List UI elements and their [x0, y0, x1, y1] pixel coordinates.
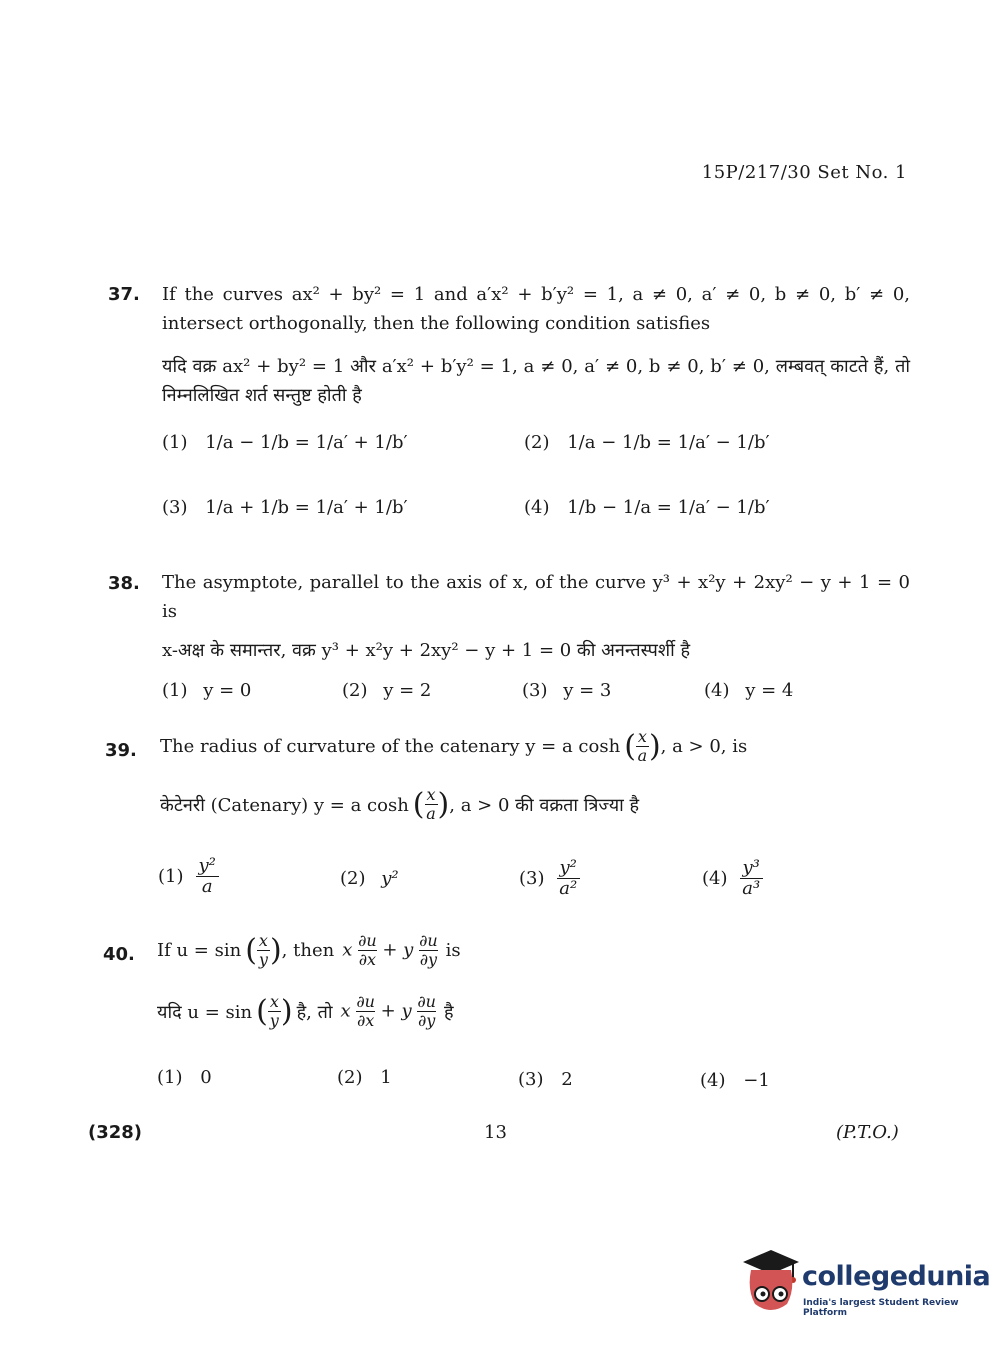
- option-2: [342, 680, 431, 701]
- option-3: [162, 497, 408, 518]
- option-label: (1): [157, 1067, 183, 1088]
- option-1: [157, 1067, 212, 1088]
- option-3: [519, 858, 580, 899]
- question-number: 39.: [105, 740, 137, 761]
- partial-derivative-expression: x $\frac{\partial u}{\partial x}$ + y $\frac{\partial u}{\partial y}$: [342, 931, 438, 969]
- right-paren: ): [280, 994, 293, 1029]
- question-text-en: If the curves ax² + by² = 1 and a′x² + b′y² = 1, a ≠ 0, a′ ≠ 0, b ≠ 0, b′ ≠ 0, intersect orthogonally, then the following condition satisfies: [162, 284, 910, 334]
- option-value: 1: [380, 1067, 392, 1088]
- option-value: 0: [200, 1067, 212, 1088]
- option-value: y = 0: [203, 680, 252, 701]
- option-value: y = 2: [383, 680, 432, 701]
- option-label: (2): [342, 680, 368, 701]
- option-label: (2): [340, 868, 366, 889]
- option-fraction: [740, 858, 763, 899]
- question-text-en-pre: If u = sin: [157, 940, 242, 961]
- option-value: 1/a + 1/b = 1/a′ + 1/b′: [205, 497, 408, 518]
- logo-wordmark: collegedunia: [802, 1261, 991, 1292]
- left-paren: (: [624, 729, 636, 764]
- paper-code: (328): [88, 1122, 143, 1143]
- denominator: a²: [559, 878, 578, 899]
- option-1: [162, 680, 251, 701]
- denominator: a: [201, 876, 213, 897]
- right-paren: ): [269, 933, 282, 968]
- option-value: y = 4: [745, 680, 794, 701]
- option-label: (1): [158, 866, 184, 887]
- numerator: y³: [740, 858, 763, 879]
- option-fraction: [196, 856, 219, 897]
- option-label: (4): [704, 680, 730, 701]
- set-code: 15P/217/30 Set No. 1: [701, 162, 907, 183]
- option-value: y²: [381, 868, 399, 889]
- question-number: 38.: [108, 573, 140, 594]
- option-2: [524, 432, 770, 453]
- option-4: [524, 497, 770, 518]
- option-4: [700, 1070, 770, 1091]
- fraction-x-over-y: x y: [258, 931, 268, 969]
- question-text-en: The asymptote, parallel to the axis of x, of the curve y³ + x²y + 2xy² − y + 1 = 0 is: [162, 572, 910, 622]
- option-1: [162, 432, 408, 453]
- question-text-hi: x-अक्ष के समान्तर, वक्र y³ + x²y + 2xy² − y + 1 = 0 की अनन्तस्पर्शी है: [162, 640, 691, 661]
- option-label: (2): [337, 1067, 363, 1088]
- question-text-hi: [157, 993, 454, 1030]
- right-paren: ): [437, 787, 450, 822]
- option-label: (3): [519, 868, 545, 889]
- option-label: (3): [522, 680, 548, 701]
- numerator: y²: [557, 858, 580, 879]
- option-fraction: [557, 858, 580, 899]
- question-text-en-post: , a > 0, is: [660, 736, 748, 757]
- option-label: (4): [524, 497, 550, 518]
- option-3: [522, 680, 611, 701]
- question-text-en-mid: , then: [281, 940, 335, 961]
- option-label: (4): [700, 1070, 726, 1091]
- option-label: (1): [162, 680, 188, 701]
- option-value: y = 3: [563, 680, 612, 701]
- question-text-hi: यदि वक्र ax² + by² = 1 और a′x² + b′y² = 1, a ≠ 0, a′ ≠ 0, b ≠ 0, b′ ≠ 0, लम्बवत् काटते हैं, तो निम्नलिखित शर्त सन्तुष्ट होती है: [162, 356, 910, 406]
- question-text-hi-post: , a > 0 की वक्रता त्रिज्या है: [449, 794, 640, 816]
- fraction-x-over-a: x a: [426, 785, 436, 823]
- option-label: (1): [162, 432, 188, 453]
- option-4: [704, 680, 793, 701]
- pto-note: (P.T.O.): [836, 1122, 899, 1143]
- mascot-icon: [741, 1248, 801, 1318]
- right-paren: ): [648, 729, 661, 764]
- question-text-hi-pre: केटेनरी (Catenary) y = a cosh: [160, 794, 409, 816]
- question-number: 40.: [103, 944, 135, 965]
- option-2: [340, 868, 399, 889]
- option-value: 1/b − 1/a = 1/a′ − 1/b′: [567, 497, 770, 518]
- option-2: [337, 1067, 392, 1088]
- fraction-x-over-y: x y: [269, 992, 279, 1030]
- question-text-en: [157, 932, 461, 969]
- question-text-en-post: is: [445, 940, 461, 961]
- partial-derivative-expression: x $\frac{\partial u}{\partial x}$ + y $\frac{\partial u}{\partial y}$: [340, 992, 436, 1030]
- logo-tagline: India's largest Student Review Platform: [803, 1298, 959, 1318]
- collegedunia-mascot-logo: [741, 1248, 801, 1318]
- option-label: (2): [524, 432, 550, 453]
- denominator: a³: [742, 878, 761, 899]
- question-text-hi-post: है: [443, 1001, 454, 1023]
- question-text-hi-pre: यदि u = sin: [157, 1001, 253, 1023]
- option-1: [158, 856, 219, 897]
- numerator: y²: [196, 856, 219, 877]
- question-text-en: [160, 728, 747, 765]
- left-paren: (: [256, 994, 268, 1029]
- option-4: [702, 858, 763, 899]
- question-number: 37.: [108, 284, 140, 305]
- question-text-hi-mid: है, तो: [296, 1001, 333, 1023]
- option-value: 1/a − 1/b = 1/a′ + 1/b′: [205, 432, 408, 453]
- option-3: [518, 1069, 573, 1090]
- option-value: −1: [743, 1070, 770, 1091]
- option-value: 2: [561, 1069, 573, 1090]
- option-label: (3): [162, 497, 188, 518]
- left-paren: (: [412, 787, 425, 822]
- option-label: (4): [702, 868, 728, 889]
- fraction-x-over-a: x a: [637, 727, 648, 765]
- option-value: 1/a − 1/b = 1/a′ − 1/b′: [567, 432, 770, 453]
- page-number: 13: [484, 1122, 507, 1143]
- option-label: (3): [518, 1069, 544, 1090]
- question-text-en-pre: The radius of curvature of the catenary y = a cosh: [160, 736, 621, 757]
- question-text-hi: [160, 786, 639, 823]
- left-paren: (: [245, 933, 257, 968]
